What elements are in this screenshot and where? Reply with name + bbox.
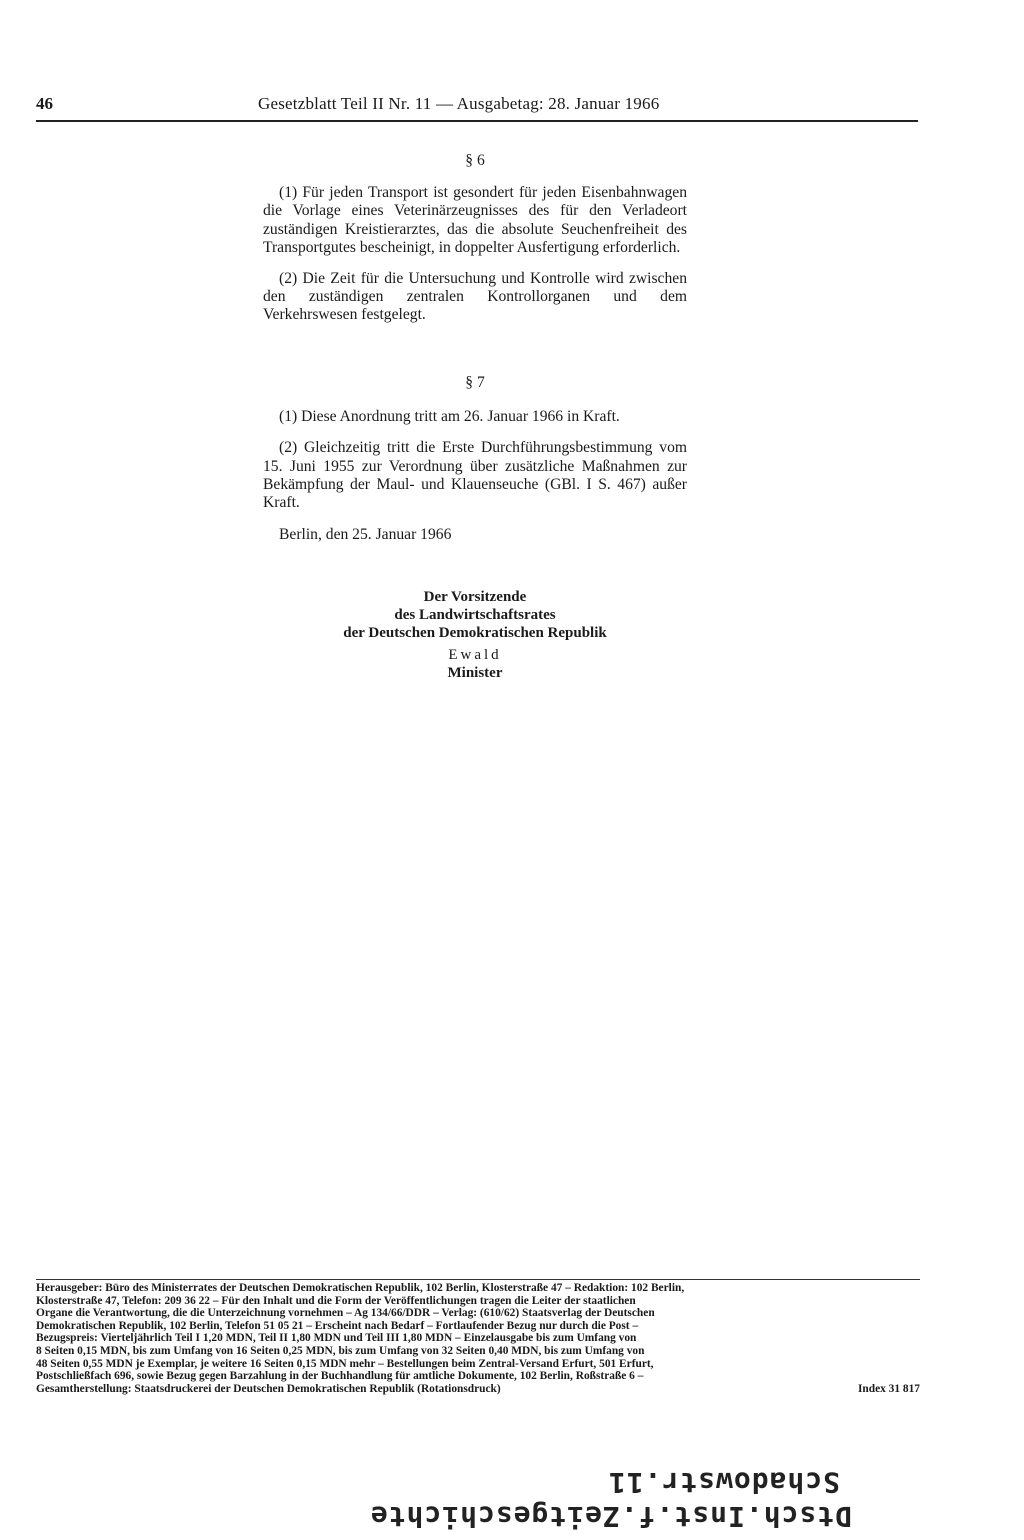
- signatory-title: Minister: [447, 665, 503, 681]
- signatory-name: Ewald: [448, 647, 502, 663]
- imprint: [36, 1282, 920, 1395]
- imprint-line: Organe die Verantwortung, die die Unterzeichnung vornehmen – Ag 134/66/DDR – Verlag: (610/62) Staatsverlag der Deutschen: [36, 1307, 655, 1320]
- signature-line-3: der Deutschen Demokratischen Republik: [343, 625, 607, 641]
- imprint-line: 8 Seiten 0,15 MDN, bis zum Umfang von 16 Seiten 0,25 MDN, bis zum Umfang von 32 Seiten 0,40 MDN, bis zum Umfang von: [36, 1344, 645, 1357]
- section-6-paragraph-1: (1) Für jeden Transport ist gesondert für jeden Eisenbahnwagen die Vorlage eines Veterinärzeugnisses des für den Verladeort zuständigen Kreistierarztes, das die absolute Seuchenfreiheit des Transportgutes bescheinigt, in doppelter Ausfertigung erforderlich.: [263, 184, 687, 256]
- signature-line-2: des Landwirtschaftsrates: [394, 607, 556, 623]
- imprint-last-line: [36, 1383, 920, 1396]
- imprint-line: Klosterstraße 47, Telefon: 209 36 22 – Für den Inhalt und die Form der Veröffentlichungen tragen die Leiter der staatlichen: [36, 1294, 636, 1307]
- imprint-rule: [36, 1279, 920, 1280]
- imprint-line: Bezugspreis: Vierteljährlich Teil I 1,20 MDN, Teil II 1,80 MDN und Teil III 1,80 MDN – Einzelausgabe bis zum Umfang von: [36, 1332, 637, 1345]
- imprint-line: 48 Seiten 0,55 MDN je Exemplar, je weitere 16 Seiten 0,15 MDN mehr – Bestellungen beim Zentral-Versand Erfurt, 501 Erfurt,: [36, 1357, 654, 1370]
- imprint-line: Postschließfach 696, sowie Bezug gegen Barzahlung in der Buchhandlung für amtliche Dokumente, 102 Berlin, Roßstraße 6 –: [36, 1370, 644, 1383]
- library-stamp-line-1: Schadowstr.11: [607, 1466, 840, 1499]
- library-stamp-line-2: Dtsch.Inst.f.Zeitgeschichte: [369, 1500, 852, 1533]
- section-6: [263, 152, 687, 325]
- running-title: Gesetzblatt Teil II Nr. 11 — Ausgabetag: 28. Januar 1966: [258, 94, 660, 113]
- header-rule: [36, 120, 918, 122]
- page-header: [36, 92, 918, 122]
- section-6-paragraph-2: (2) Die Zeit für die Untersuchung und Kontrolle wird zwischen den zuständigen zentralen Kontrollorganen und dem Verkehrswesen festgelegt.: [263, 270, 687, 324]
- section-7-heading: § 7: [465, 374, 485, 391]
- signature-line-1: Der Vorsitzende: [423, 589, 527, 605]
- section-7-paragraph-2: (2) Gleichzeitig tritt die Erste Durchführungsbestimmung vom 15. Juni 1955 zur Verordnung über zusätzliche Maßnahmen zur Bekämpfung der Maul- und Klauenseuche (GBl. I S. 467) außer Kraft.: [263, 439, 687, 512]
- imprint-line: Gesamtherstellung: Staatsdruckerei der Deutschen Demokratischen Republik (Rotationsdruck): [36, 1382, 501, 1395]
- imprint-line: Demokratischen Republik, 102 Berlin, Telefon 51 05 21 – Erscheint nach Bedarf – Fortlaufender Bezug nur durch die Post –: [36, 1319, 639, 1332]
- place-date: Berlin, den 25. Januar 1966: [279, 526, 452, 544]
- page-number: 46: [36, 94, 53, 113]
- signature-block: [263, 588, 687, 682]
- section-7: [263, 374, 687, 544]
- imprint-line: Herausgeber: Büro des Ministerrates der Deutschen Demokratischen Republik, 102 Berlin, Klosterstraße 47 – Redaktion: 102 Berlin,: [36, 1282, 685, 1294]
- section-7-paragraph-1: (1) Diese Anordnung tritt am 26. Januar 1966 in Kraft.: [279, 408, 620, 426]
- index-number: Index 31 817: [857, 1382, 920, 1395]
- section-6-heading: § 6: [465, 152, 485, 169]
